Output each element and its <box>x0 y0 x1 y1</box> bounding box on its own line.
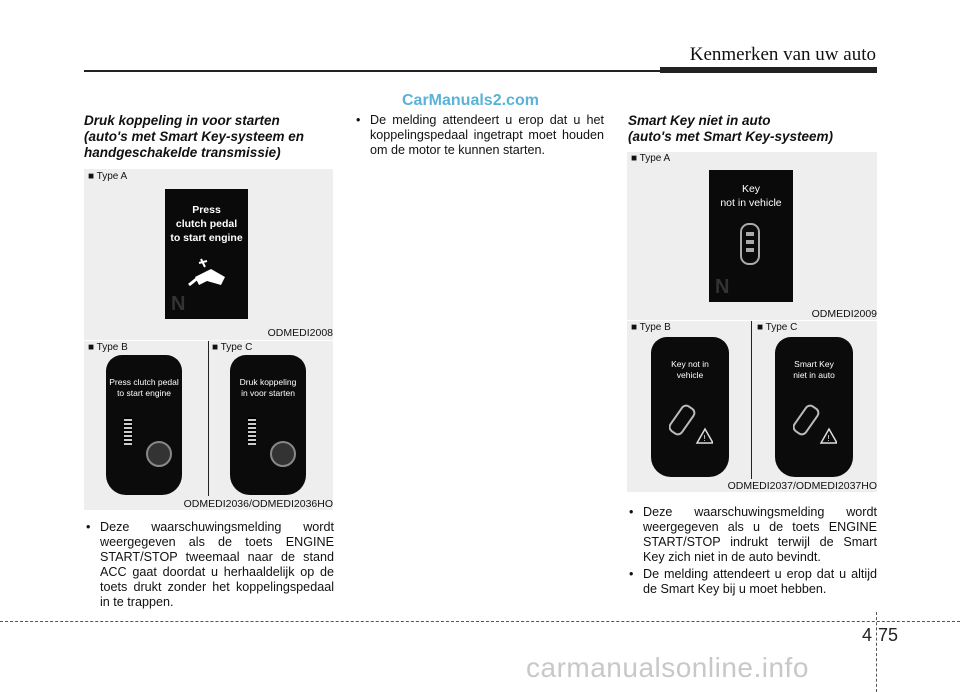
clutch-pedal-icon <box>124 417 132 445</box>
gear-indicator-faded: N <box>715 276 732 298</box>
cluster-panel-type-b <box>651 337 729 477</box>
bullet-dot-icon: • <box>356 113 361 127</box>
section-title-line: (auto's met Smart Key-systeem en <box>84 129 305 144</box>
footer-dashed-rule <box>0 621 960 622</box>
bullet-item <box>356 113 604 158</box>
page-number-divider <box>876 612 878 692</box>
cluster-display-press-clutch <box>165 189 248 319</box>
header-rule <box>84 70 660 72</box>
figure-label-type-a: ■ Type A <box>88 171 128 182</box>
bullet-item <box>629 567 877 597</box>
bullet-item <box>86 520 334 610</box>
section-title-smart-key <box>628 113 888 145</box>
display-line: not in vehicle <box>720 197 782 209</box>
clutch-pedal-icon <box>248 417 256 445</box>
panel-line: Press clutch pedal <box>109 377 179 387</box>
figure-type-a-clutch <box>84 169 333 340</box>
figure-type-bc-key <box>627 321 877 492</box>
cluster-panel-type-c <box>775 337 853 477</box>
smart-key-icon <box>737 222 763 266</box>
section-title-line: Smart Key niet in auto <box>628 113 771 128</box>
figure-label-type-c: ■ Type C <box>212 342 253 353</box>
figure-type-bc-clutch <box>84 341 333 510</box>
figure-divider <box>208 341 209 496</box>
panel-line: Druk koppeling <box>239 377 297 387</box>
bullet-text: De melding attendeert u erop dat u het koppelingspedaal ingetrapt moet houden om de motor te kunnen starten. <box>370 113 604 157</box>
panel-line: vehicle <box>676 370 704 380</box>
bullet-dot-icon: • <box>629 505 634 519</box>
section-title-line: Druk koppeling in voor starten <box>84 113 280 128</box>
clutch-pedal-icon <box>185 255 231 291</box>
figure-label-type-a: ■ Type A <box>631 153 671 164</box>
figure-code: ODMEDI2008 <box>267 327 333 339</box>
section-title-line: handgeschakelde transmissie) <box>84 145 281 160</box>
svg-text:!: ! <box>827 434 831 443</box>
bullet-dot-icon: • <box>86 520 91 534</box>
bullet-text: Deze waarschuwingsmelding wordt weergegeven als de toets ENGINE START/STOP tweemaal naar de stand ACC gaat doordat u herhaaldelijk op de toets drukt zonder het koppelingspedaal in te trappen. <box>100 520 334 609</box>
bullet-dot-icon: • <box>629 567 634 581</box>
bullet-text: Deze waarschuwingsmelding wordt weergegeven als u de toets ENGINE START/STOP indrukt terwijl de Smart Key zich niet in de auto bevindt. <box>643 505 877 564</box>
figure-code: ODMEDI2037/ODMEDI2037HO <box>727 480 877 492</box>
chapter-number: 4 <box>861 625 872 645</box>
cluster-panel-type-b <box>106 355 182 495</box>
gear-indicator-faded: N <box>171 293 188 315</box>
figure-label-type-c: ■ Type C <box>757 322 798 333</box>
svg-text:!: ! <box>703 434 707 443</box>
start-button-icon <box>146 441 172 467</box>
cluster-panel-type-c <box>230 355 306 495</box>
figure-label-type-b: ■ Type B <box>631 322 671 333</box>
display-line: Press <box>192 204 221 216</box>
panel-line: Key not in <box>671 359 709 369</box>
watermark-top: CarManuals2.com <box>402 92 539 109</box>
header-rule-thick <box>660 67 877 73</box>
figure-type-a-key <box>627 152 877 320</box>
start-button-icon <box>270 441 296 467</box>
figure-label-type-b: ■ Type B <box>88 342 128 353</box>
panel-line: in voor starten <box>241 388 295 398</box>
smart-key-icon <box>793 399 837 449</box>
watermark-bottom: carmanualsonline.info <box>526 652 809 683</box>
panel-line: niet in auto <box>793 370 835 380</box>
display-line: to start engine <box>170 232 243 244</box>
page-number: 75 <box>877 625 898 645</box>
chapter-header-title: Kenmerken van uw auto <box>689 44 876 65</box>
cluster-display-key-not-in-vehicle <box>709 170 793 302</box>
display-line: clutch pedal <box>175 218 238 230</box>
section-title-clutch <box>84 113 344 161</box>
figure-divider <box>751 321 752 479</box>
figure-code: ODMEDI2009 <box>811 308 877 320</box>
smart-key-icon <box>669 399 713 449</box>
panel-line: Smart Key <box>794 359 834 369</box>
bullet-item <box>629 505 877 565</box>
figure-code: ODMEDI2036/ODMEDI2036HO <box>183 498 333 510</box>
display-line: Key <box>741 183 761 195</box>
panel-line: to start engine <box>117 388 171 398</box>
bullet-text: De melding attendeert u erop dat u altijd de Smart Key bij u moet hebben. <box>643 567 877 596</box>
section-title-line: (auto's met Smart Key-systeem) <box>628 129 834 144</box>
